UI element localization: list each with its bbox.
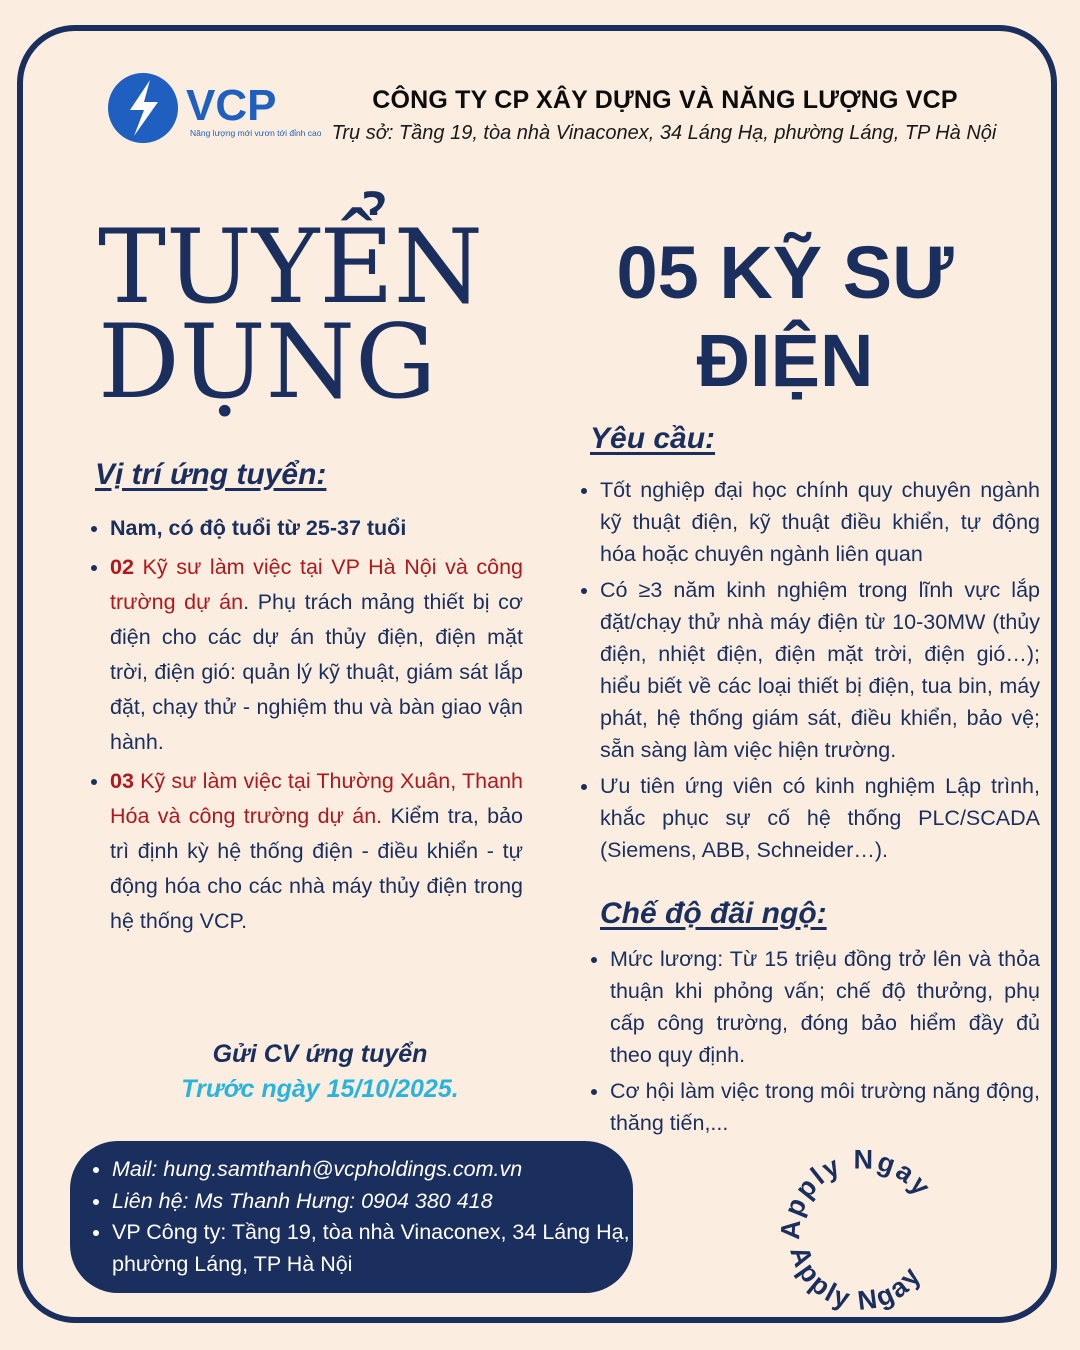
list-item: • Tốt nghiệp đại học chính quy chuyên ngành kỹ thuật điện, kỹ thuật điều khiển, tự động hóa hoặc chuyên ngành liên quan <box>600 474 1040 570</box>
vacancy-highlight: Kỹ sư làm việc tại Thường Xuân, Thanh Hóa và công trường dự án. <box>110 769 523 828</box>
contact-box <box>70 1141 633 1293</box>
send-cv-label: Gửi CV ứng tuyển <box>212 1040 428 1068</box>
list-item <box>110 550 523 760</box>
logo-slogan: Năng lượng mới vươn tới đỉnh cao <box>190 128 321 138</box>
position-title-line-2: ĐIỆN <box>696 319 874 402</box>
list-item: • Cơ hội làm việc trong môi trường năng động, thăng tiến,... <box>610 1075 1040 1139</box>
list-item <box>110 764 523 939</box>
vacancy-count: 03 <box>110 769 134 793</box>
apply-stamp[interactable] <box>760 1140 960 1320</box>
requirements-list <box>574 474 1040 870</box>
vacancy-item-text: . Phụ trách mảng thiết bị cơ điện cho các dự án thủy điện, điện mặt trời, điện gió: quản lý kỹ thuật, giám sát lắp đặt, chạy thử - nghiệm thu và bàn giao vận hành. <box>110 590 523 754</box>
contact-mail[interactable]: • Mail: hung.samthanh@vcpholdings.com.vn <box>112 1154 634 1186</box>
contact-list <box>74 1154 634 1280</box>
contact-phone[interactable]: • Liên hệ: Ms Thanh Hưng: 0904 380 418 <box>112 1186 634 1218</box>
list-item: • Ưu tiên ứng viên có kinh nghiệm Lập trình, khắc phục sự cố hệ thống PLC/SCADA (Siemens, ABB, Schneider…). <box>600 770 1040 866</box>
position-title-line-1: 05 KỸ SƯ <box>616 231 954 314</box>
vcp-logo <box>106 72 321 144</box>
deadline-label: Trước ngày 15/10/2025. <box>181 1075 459 1103</box>
vacancy-list <box>84 511 523 943</box>
list-item: • Mức lương: Từ 15 triệu đồng trở lên và thỏa thuận khi phỏng vấn; chế độ thưởng, phụ cấp công trường, đóng bảo hiểm đầy đủ theo quy định. <box>610 943 1040 1071</box>
svg-text:Apply Ngay <box>784 1243 927 1316</box>
vacancy-count: 02 <box>110 555 134 579</box>
benefits-title: Chế độ đãi ngộ: <box>600 897 827 930</box>
vacancy-item-text: Nam, có độ tuổi từ 25-37 tuổi <box>110 516 407 540</box>
requirements-title: Yêu cầu: <box>590 422 716 455</box>
headline-line-2: DỤNG <box>98 303 437 422</box>
list-item: • Có ≥3 năm kinh nghiệm trong lĩnh vực lắp đặt/chạy thử nhà máy điện từ 10-30MW (thủy điện, nhiệt điện, điện mặt trời, điện gió…); hiểu biết về các loại thiết bị điện, tua bin, máy phát, hệ thống giám sát, điều khiển, bảo vệ; sẵn sàng làm việc hiện trường. <box>600 574 1040 766</box>
contact-office: • VP Công ty: Tầng 19, tòa nhà Vinaconex, 34 Láng Hạ, phường Láng, TP Hà Nội <box>112 1217 634 1280</box>
headline-line-1: TUYỂN <box>98 208 484 327</box>
list-item <box>110 511 523 546</box>
company-address: Trụ sở: Tầng 19, tòa nhà Vinaconex, 34 Láng Hạ, phường Láng, TP Hà Nội <box>331 122 997 144</box>
logo-text: VCP <box>186 81 277 130</box>
company-name: CÔNG TY CP XÂY DỰNG VÀ NĂNG LƯỢNG VCP <box>372 86 958 114</box>
vacancy-title: Vị trí ứng tuyển: <box>95 458 327 491</box>
apply-stamp-top-text: Apply Ngay <box>775 1144 938 1241</box>
vacancy-highlight: Kỹ sư làm việc tại VP Hà Nội và công trường dự án <box>110 555 523 614</box>
svg-text:Apply Ngay <box>775 1145 938 1241</box>
apply-stamp-bottom-text: Apply Ngay <box>784 1242 928 1317</box>
vacancy-item-text: Kiểm tra, bảo trì định kỳ hệ thống điện - điều khiển - tự động hóa cho các nhà máy thủy điện trong hệ thống VCP. <box>110 804 523 933</box>
benefits-list <box>584 943 1040 1143</box>
